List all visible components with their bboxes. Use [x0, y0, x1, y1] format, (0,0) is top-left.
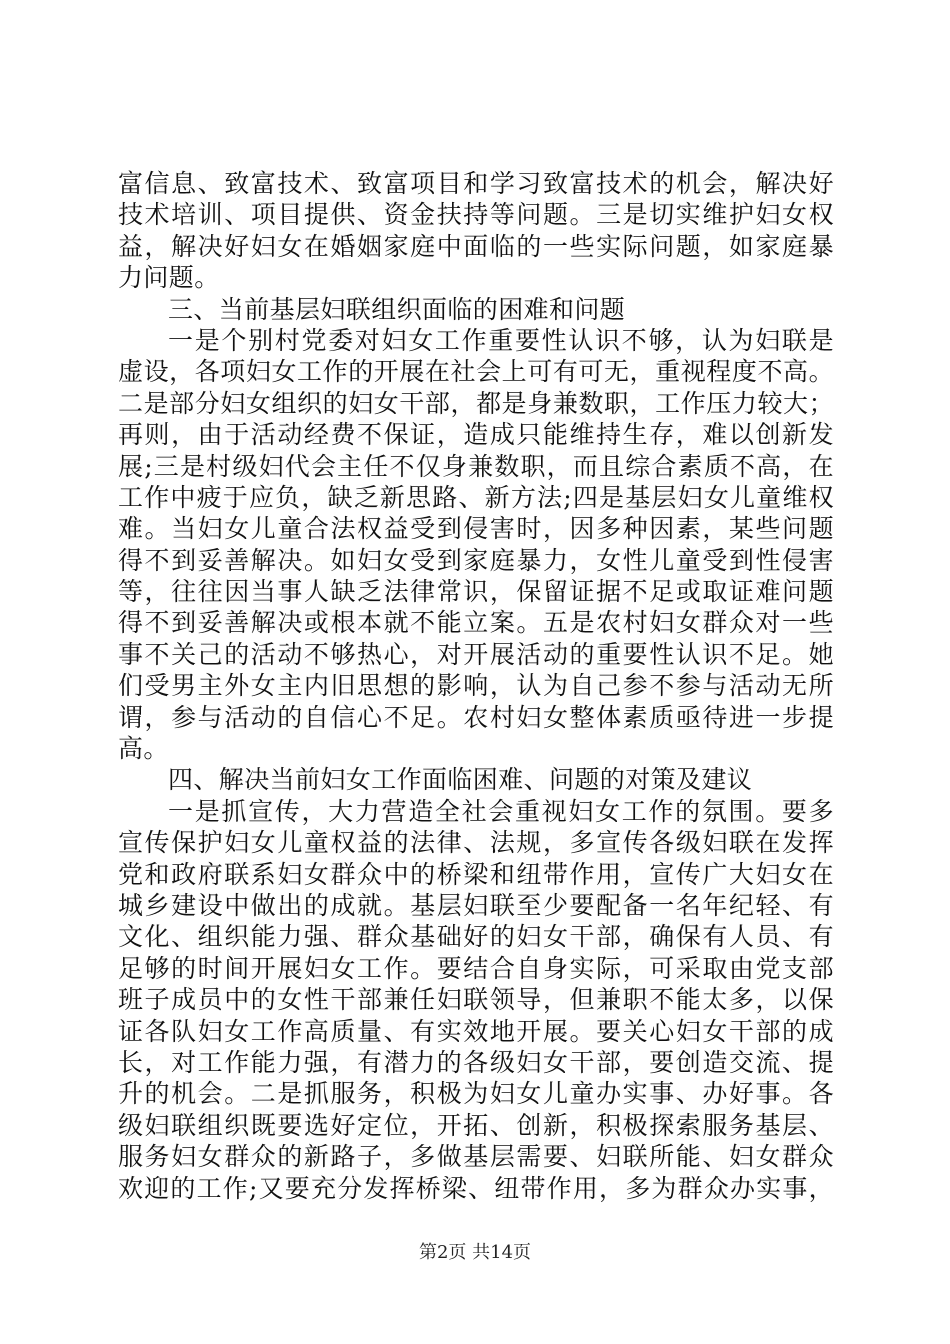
- document-body: [118, 168, 834, 1204]
- text-line: 力问题。: [118, 263, 220, 293]
- text-line: 文化、组织能力强、群众基础好的妇女干部，确保有人员、有: [118, 922, 834, 952]
- text-line: 谓，参与活动的自信心不足。农村妇女整体素质亟待进一步提: [118, 702, 834, 732]
- text-line: 一是抓宣传，大力营造全社会重视妇女工作的氛围。要多: [168, 796, 834, 826]
- text-line: 服务妇女群众的新路子，多做基层需要、妇联所能、妇女群众: [118, 1142, 834, 1172]
- text-line: 虚设，各项妇女工作的开展在社会上可有可无，重视程度不高。: [118, 357, 834, 387]
- text-line: 证各队妇女工作高质量、有实效地开展。要关心妇女干部的成: [118, 1016, 834, 1046]
- text-line: 得不到妥善解决或根本就不能立案。五是农村妇女群众对一些: [118, 608, 834, 638]
- text-line: 城乡建设中做出的成就。基层妇联至少要配备一名年纪轻、有: [118, 890, 834, 920]
- text-line: 难。当妇女儿童合法权益受到侵害时，因多种因素，某些问题: [118, 514, 834, 544]
- text-line: 四、解决当前妇女工作面临困难、问题的对策及建议: [168, 765, 753, 795]
- text-line: 长，对工作能力强，有潜力的各级妇女干部，要创造交流、提: [118, 1047, 834, 1077]
- text-line: 二是部分妇女组织的妇女干部，都是身兼数职，工作压力较大；: [118, 388, 834, 418]
- page-number-footer: 第2页 共14页: [418, 1242, 532, 1263]
- text-line: 级妇联组织既要选好定位，开拓、创新，积极探索服务基层、: [118, 1110, 834, 1140]
- text-line: 班子成员中的女性干部兼任妇联领导，但兼职不能太多，以保: [118, 985, 834, 1015]
- text-line: 宣传保护妇女儿童权益的法律、法规，多宣传各级妇联在发挥: [118, 828, 834, 858]
- text-line: 富信息、致富技术、致富项目和学习致富技术的机会，解决好: [118, 169, 834, 198]
- text-line: 再则，由于活动经费不保证，造成只能维持生存，难以创新发: [118, 420, 834, 450]
- text-line: 事不关己的活动不够热心，对开展活动的重要性认识不足。她: [118, 639, 834, 669]
- text-line: 一是个别村党委对妇女工作重要性认识不够，认为妇联是: [168, 325, 834, 355]
- text-line: 得不到妥善解决。如妇女受到家庭暴力，女性儿童受到性侵害: [118, 545, 834, 575]
- text-line: 三、当前基层妇联组织面临的困难和问题: [168, 294, 626, 324]
- text-line: 们受男主外女主内旧思想的影响，认为自己参不参与活动无所: [118, 671, 834, 701]
- text-line: 欢迎的工作;又要充分发挥桥梁、纽带作用，多为群众办实事，: [118, 1173, 834, 1203]
- text-line: 技术培训、项目提供、资金扶持等问题。三是切实维护妇女权: [118, 200, 834, 230]
- text-line: 等，往往因当事人缺乏法律常识，保留证据不足或取证难问题: [118, 577, 834, 607]
- text-line: 益，解决好妇女在婚姻家庭中面临的一些实际问题，如家庭暴: [118, 231, 834, 261]
- text-line: 党和政府联系妇女群众中的桥梁和纽带作用，宣传广大妇女在: [118, 859, 834, 889]
- text-line: 足够的时间开展妇女工作。要结合自身实际，可采取由党支部: [118, 953, 834, 983]
- text-line: 高。: [118, 734, 169, 764]
- text-line: 工作中疲于应负，缺乏新思路、新方法;四是基层妇女儿童维权: [118, 482, 834, 512]
- text-line: 升的机会。二是抓服务，积极为妇女儿童办实事、办好事。各: [118, 1079, 834, 1109]
- text-line: 展;三是村级妇代会主任不仅身兼数职，而且综合素质不高，在: [118, 451, 834, 481]
